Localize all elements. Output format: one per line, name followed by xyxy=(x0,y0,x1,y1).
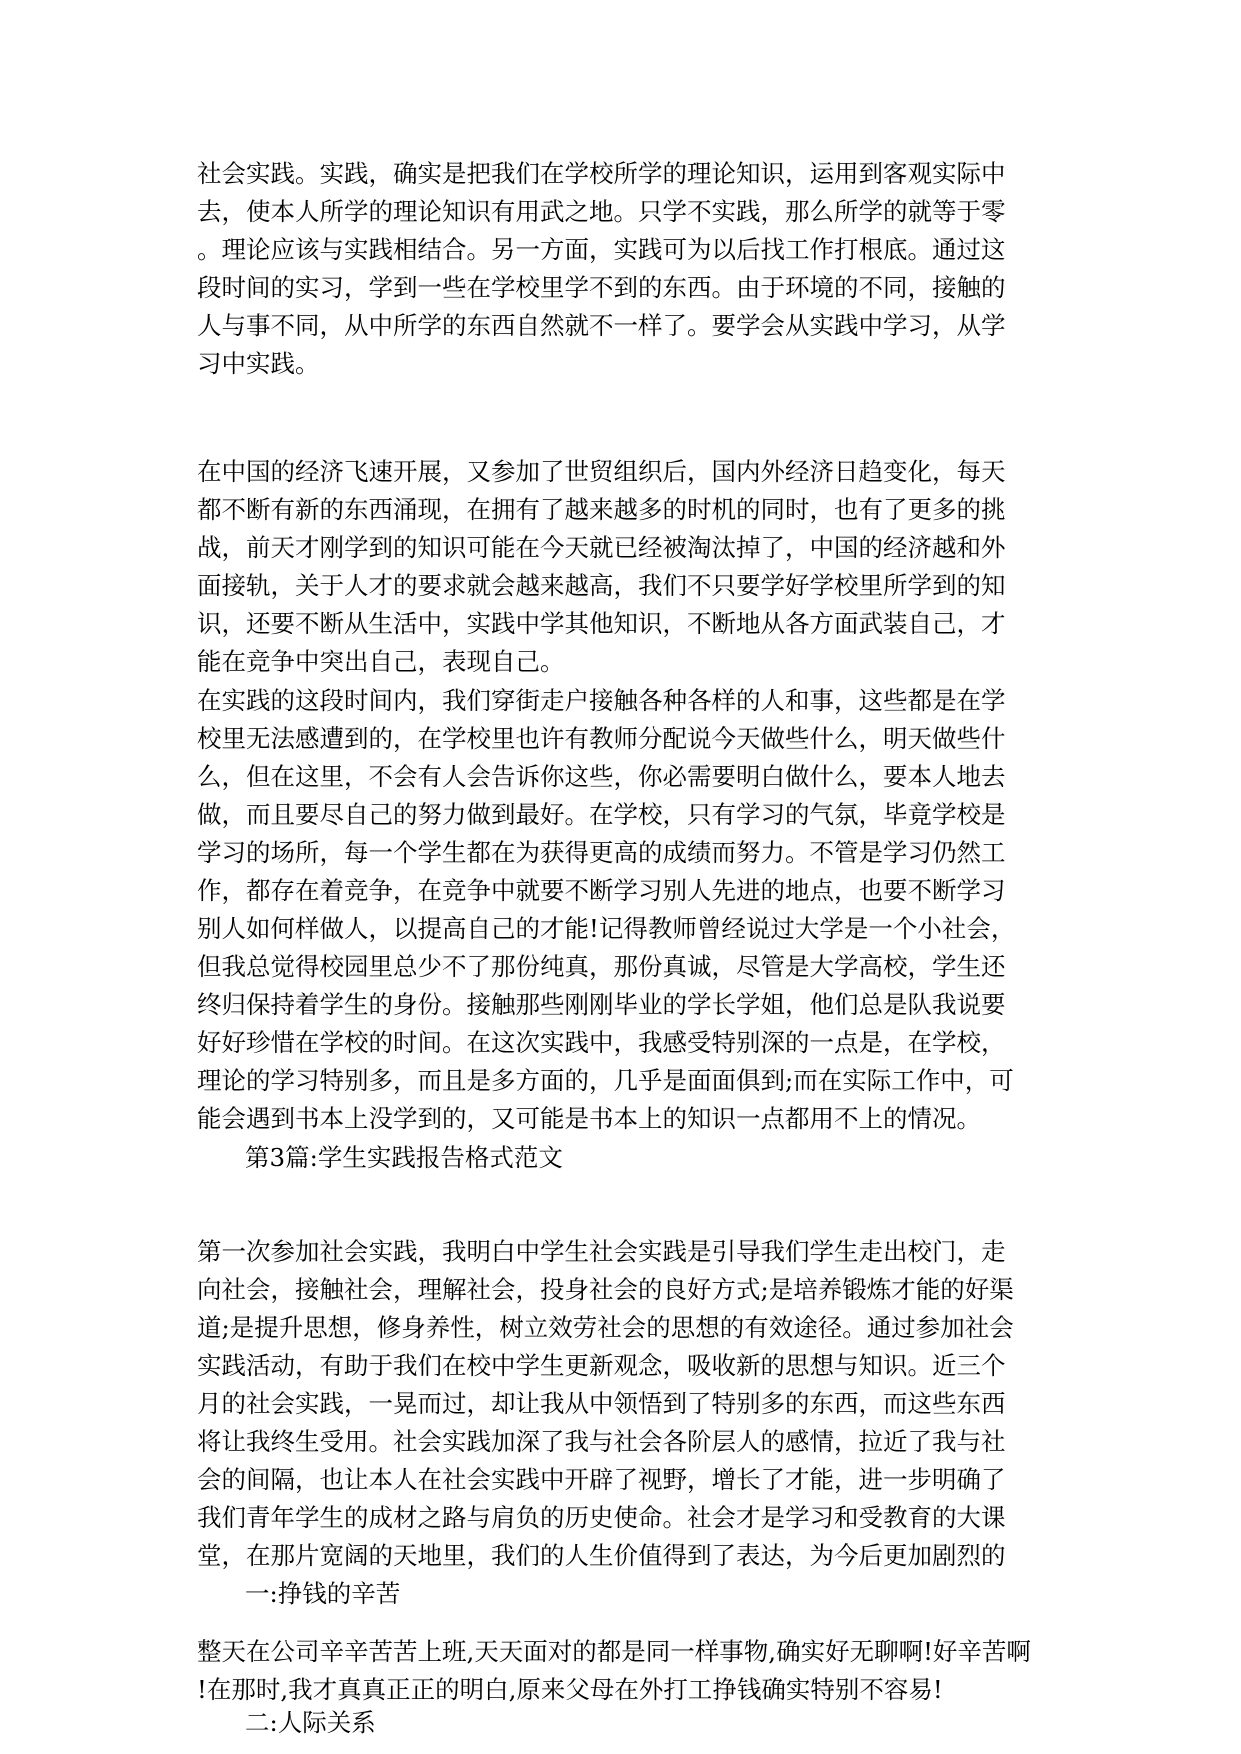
text-line: 战，前天才刚学到的知识可能在今天就已经被淘汰掉了，中国的经济越和外 xyxy=(197,533,1006,562)
text-line: 能会遇到书本上没学到的，又可能是书本上的知识一点都用不上的情况。 xyxy=(197,1104,981,1133)
text-line: 向社会，接触社会，理解社会，投身社会的良好方式;是培养锻炼才能的好渠 xyxy=(197,1275,1014,1304)
text-line: 我们青年学生的成材之路与肩负的历史使命。社会才是学习和受教育的大课 xyxy=(197,1503,1006,1532)
text-line: 能在竞争中突出自己，表现自己。 xyxy=(197,647,565,676)
text-line: 学习的场所，每一个学生都在为获得更高的成绩而努力。不管是学习仍然工 xyxy=(197,838,1006,867)
text-line: 终归保持着学生的身份。接触那些刚刚毕业的学长学姐，他们总是队我说要 xyxy=(197,990,1006,1019)
text-line: 作，都存在着竞争，在竞争中就要不断学习别人先进的地点，也要不断学习 xyxy=(197,876,1006,905)
text-line: 都不断有新的东西涌现，在拥有了越来越多的时机的同时，也有了更多的挑 xyxy=(197,495,1006,524)
text-line: 但我总觉得校园里总少不了那份纯真，那份真诚，尽管是大学高校，学生还 xyxy=(197,952,1006,981)
text-line: 理论的学习特别多，而且是多方面的，几乎是面面俱到;而在实际工作中，可 xyxy=(197,1066,1014,1095)
text-line: 堂，在那片宽阔的天地里，我们的人生价值得到了表达，为今后更加剧烈的 xyxy=(197,1541,1006,1570)
text-line: 在中国的经济飞速开展，又参加了世贸组织后，国内外经济日趋变化，每天 xyxy=(197,457,1006,486)
text-line: 月的社会实践，一晃而过，却让我从中领悟到了特别多的东西，而这些东西 xyxy=(197,1389,1006,1418)
text-line: !在那时,我才真真正正的明白,原来父母在外打工挣钱确实特别不容易! xyxy=(197,1675,943,1704)
text-line: 人与事不同，从中所学的东西自然就不一样了。要学会从实践中学习，从学 xyxy=(197,311,1006,340)
section-heading: 第3篇:学生实践报告格式范文 xyxy=(245,1143,563,1172)
text-line: 整天在公司辛辛苦苦上班,天天面对的都是同一样事物,确实好无聊啊!好辛苦啊 xyxy=(197,1637,1031,1666)
text-line: 道;是提升思想，修身养性，树立效劳社会的思想的有效途径。通过参加社会 xyxy=(197,1313,1014,1342)
text-line: 校里无法感遭到的，在学校里也许有教师分配说今天做些什么，明天做些什 xyxy=(197,724,1006,753)
text-line: 识，还要不断从生活中，实践中学其他知识，不断地从各方面武装自己，才 xyxy=(197,609,1006,638)
text-line: 将让我终生受用。社会实践加深了我与社会各阶层人的感情，拉近了我与社 xyxy=(197,1427,1006,1456)
text-line: 。理论应该与实践相结合。另一方面，实践可为以后找工作打根底。通过这 xyxy=(197,235,1006,264)
text-line: 实践活动，有助于我们在校中学生更新观念，吸收新的思想与知识。近三个 xyxy=(197,1351,1006,1380)
text-line: 做，而且要尽自己的努力做到最好。在学校，只有学习的气氛，毕竟学校是 xyxy=(197,800,1006,829)
text-line: 社会实践。实践，确实是把我们在学校所学的理论知识，运用到客观实际中 xyxy=(197,159,1006,188)
text-line: 去，使本人所学的理论知识有用武之地。只学不实践，那么所学的就等于零 xyxy=(197,197,1006,226)
text-line: 么，但在这里，不会有人会告诉你这些，你必需要明白做什么，要本人地去 xyxy=(197,762,1006,791)
text-line: 在实践的这段时间内，我们穿街走户接触各种各样的人和事，这些都是在学 xyxy=(197,686,1006,715)
text-line: 第一次参加社会实践，我明白中学生社会实践是引导我们学生走出校门，走 xyxy=(197,1237,1006,1266)
text-line: 段时间的实习，学到一些在学校里学不到的东西。由于环境的不同，接触的 xyxy=(197,273,1006,302)
text-line: 习中实践。 xyxy=(197,349,320,378)
text-line: 好好珍惜在学校的时间。在这次实践中，我感受特别深的一点是，在学校， xyxy=(197,1028,1006,1057)
subheading: 二:人际关系 xyxy=(245,1708,376,1737)
text-line: 别人如何样做人，以提高自己的才能!记得教师曾经说过大学是一个小社会， xyxy=(197,914,1016,943)
text-line: 会的间隔，也让本人在社会实践中开辟了视野，增长了才能，进一步明确了 xyxy=(197,1465,1006,1494)
subheading: 一:挣钱的辛苦 xyxy=(245,1579,401,1608)
text-line: 面接轨，关于人才的要求就会越来越高，我们不只要学好学校里所学到的知 xyxy=(197,571,1006,600)
